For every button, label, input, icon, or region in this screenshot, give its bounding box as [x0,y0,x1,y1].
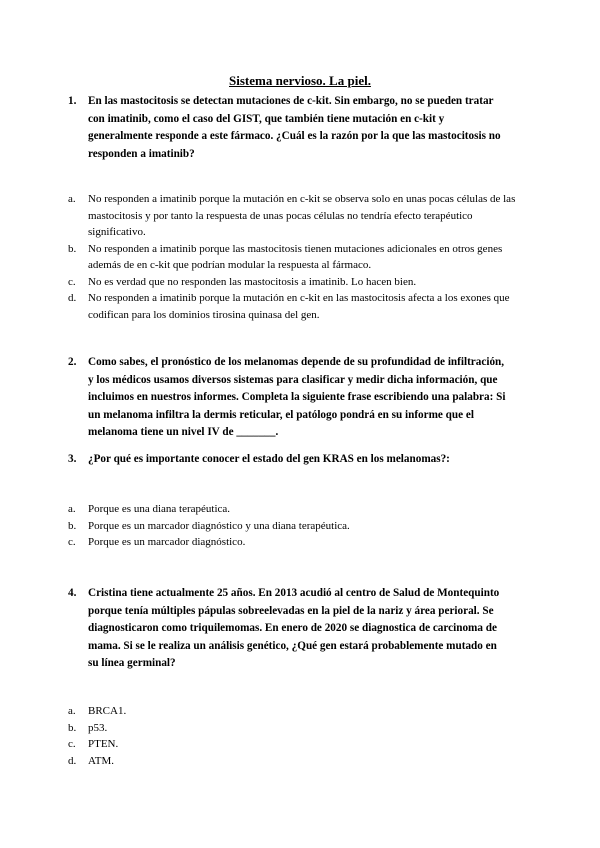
option-text: Porque es una diana terapéutica. [88,503,231,515]
option-text: Porque es un marcador diagnóstico y una diana terapéutica. [88,519,350,532]
option-letter: b. [68,242,77,255]
question-2 [68,354,508,442]
option-c[interactable] [68,736,518,753]
option-letter: a. [68,193,76,205]
option-d[interactable] [68,290,518,323]
question-number: 2. [68,356,77,368]
option-text: BRCA1. [88,705,127,717]
option-letter: d. [68,292,77,304]
option-text: p53. [88,721,108,734]
question-number: 4. [68,587,77,599]
option-c[interactable] [68,534,518,551]
question-text: Como sabes, el pronóstico de los melanomas depende de su profundidad de infiltración, y los médicos usamos diversos sistemas para clasificar y medir dicha información, que incluimos en nuestros informes. Completa la siguiente frase escribiendo una palabra: Si un melanoma infiltra la dermis reticular, el patólogo pondrá en su informe que el melanoma tiene un nivel IV de _______. [88,356,506,438]
question-text: ¿Por qué es importante conocer el estado del gen KRAS en los melanomas?: [88,453,450,465]
option-b[interactable] [68,518,518,535]
question-1-options [68,191,518,323]
option-b[interactable] [68,720,518,737]
option-letter: d. [68,754,77,767]
option-text: No responden a imatinib porque la mutación en c-kit se observa solo en unas pocas células de las mastocitosis y por tanto la respuesta de unas pocas células no tendría efecto terapéutico significativo. [88,193,516,238]
question-number: 3. [68,453,77,465]
option-text: No responden a imatinib porque la mutación en c-kit en las mastocitosis afecta a los exones que codifican para los dominios tirosina quinasa del gen. [88,292,510,321]
question-number: 1. [68,95,77,107]
question-text: Cristina tiene actualmente 25 años. En 2013 acudió al centro de Salud de Montequinto porque tenía múltiples pápulas sobreelevadas en la piel de la nariz y área perioral. Se diagnosticaron como triquilemomas. En enero de 2020 se diagnostica de carcinoma de mama. Si se le realiza un análisis genético, ¿Qué gen estará probablemente mutado en su línea germinal? [88,587,500,669]
question-4 [68,585,508,673]
option-letter: c. [68,738,76,750]
option-text: No responden a imatinib porque las mastocitosis tienen mutaciones adicionales en otros genes además de en c-kit que podrían modular la respuesta al fármaco. [88,242,503,271]
option-text: Porque es un marcador diagnóstico. [88,536,246,548]
option-a[interactable] [68,703,518,720]
option-a[interactable] [68,191,518,241]
option-text: ATM. [88,754,114,767]
option-letter: a. [68,503,76,515]
option-c[interactable] [68,274,518,291]
option-b[interactable] [68,241,518,274]
page-title: Sistema nervioso. La piel. [229,73,371,88]
question-4-options [68,703,518,769]
option-letter: c. [68,275,76,288]
question-text: En las mastocitosis se detectan mutaciones de c-kit. Sin embargo, no se pueden tratar con imatinib, como el caso del GIST, que también tiene mutación en c-kit y generalmente responde a este fármaco. ¿Cuál es la razón por la que las mastocitosis no responden a imatinib? [88,95,501,160]
option-letter: c. [68,536,76,548]
option-a[interactable] [68,501,518,518]
question-3 [68,451,508,469]
option-letter: a. [68,705,76,717]
option-letter: b. [68,519,77,532]
question-1 [68,93,508,163]
question-3-options [68,501,518,551]
option-text: No es verdad que no responden las mastocitosis a imatinib. Lo hacen bien. [88,275,417,288]
option-d[interactable] [68,753,518,770]
option-text: PTEN. [88,738,119,750]
option-letter: b. [68,721,77,734]
